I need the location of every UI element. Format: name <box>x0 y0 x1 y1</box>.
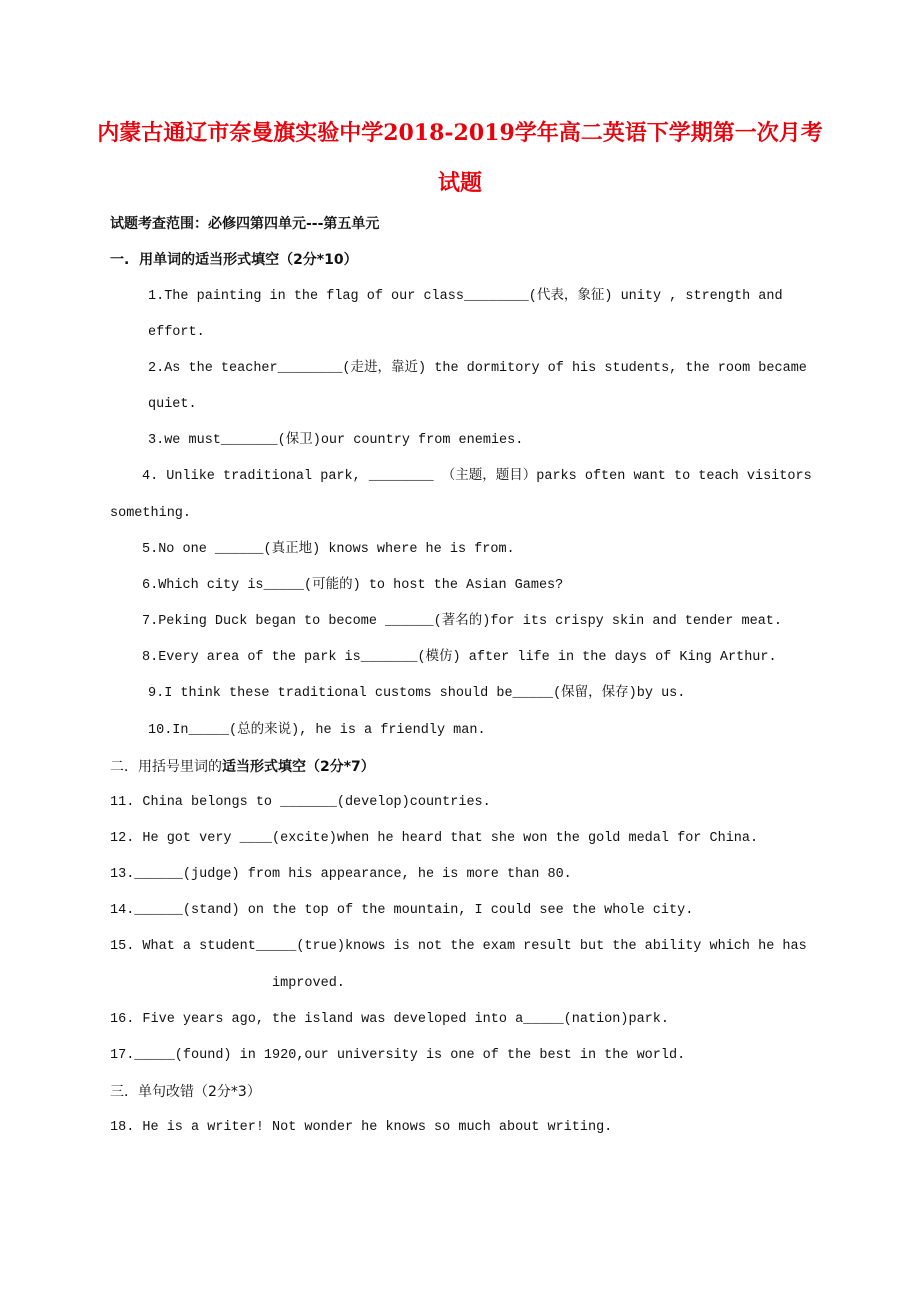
section-heading-2-a: 二．用括号里词的 <box>110 759 222 775</box>
question-15: 15. What a student_____(true)knows is not the exam result but the ability which he has <box>110 939 807 954</box>
section-heading-1: 一. 用单词的适当形式填空（2分*10） <box>110 252 358 268</box>
question-13: 13.______(judge) from his appearance, he is more than 80. <box>110 867 572 882</box>
section-heading-3: 三．单句改错（2分*3） <box>110 1084 261 1100</box>
question-4-cont: something. <box>110 506 192 521</box>
document-title-cont: 试题 <box>437 170 482 196</box>
document-title: 内蒙古通辽市奈曼旗实验中学2018-2019学年高二英语下学期第一次月考 <box>97 120 823 146</box>
question-12: 12. He got very ____(excite)when he heard that she won the gold medal for China. <box>110 831 759 846</box>
question-2: 2.As the teacher________(走进，靠近) the dormitory of his students, the room became <box>148 361 807 376</box>
question-16: 16. Five years ago, the island was developed into a_____(nation)park. <box>110 1012 669 1027</box>
question-1-cont: effort. <box>148 325 205 340</box>
question-18: 18. He is a writer! Not wonder he knows so much about writing. <box>110 1120 613 1135</box>
question-14: 14.______(stand) on the top of the mountain, I could see the whole city. <box>110 903 694 918</box>
question-6: 6.Which city is_____(可能的) to host the Asian Games? <box>142 578 564 593</box>
question-7: 7.Peking Duck began to become ______(著名的)for its crispy skin and tender meat. <box>142 614 782 629</box>
question-5: 5.No one ______(真正地) knows where he is from. <box>142 542 515 557</box>
question-9: 9.I think these traditional customs should be_____(保留，保存)by us. <box>148 686 686 701</box>
exam-scope: 试题考查范围：必修四第四单元---第五单元 <box>110 216 380 232</box>
question-10: 10.In_____(总的来说), he is a friendly man. <box>148 723 486 738</box>
question-1: 1.The painting in the flag of our class________(代表，象征) unity , strength and <box>148 289 783 304</box>
question-11: 11. China belongs to _______(develop)countries. <box>110 795 491 810</box>
question-17: 17._____(found) in 1920,our university is one of the best in the world. <box>110 1048 686 1063</box>
section-heading-2 <box>110 758 375 776</box>
question-4: 4. Unlike traditional park, ________ （主题，题目）parks often want to teach visitors <box>142 469 812 484</box>
question-3: 3.we must_______(保卫)our country from enemies. <box>148 433 524 448</box>
question-15-cont: improved. <box>272 976 345 991</box>
section-heading-2-b: 适当形式填空（2分*7） <box>222 759 375 775</box>
question-8: 8.Every area of the park is_______(模仿) after life in the days of King Arthur. <box>142 650 777 665</box>
question-2-cont: quiet. <box>148 397 197 412</box>
